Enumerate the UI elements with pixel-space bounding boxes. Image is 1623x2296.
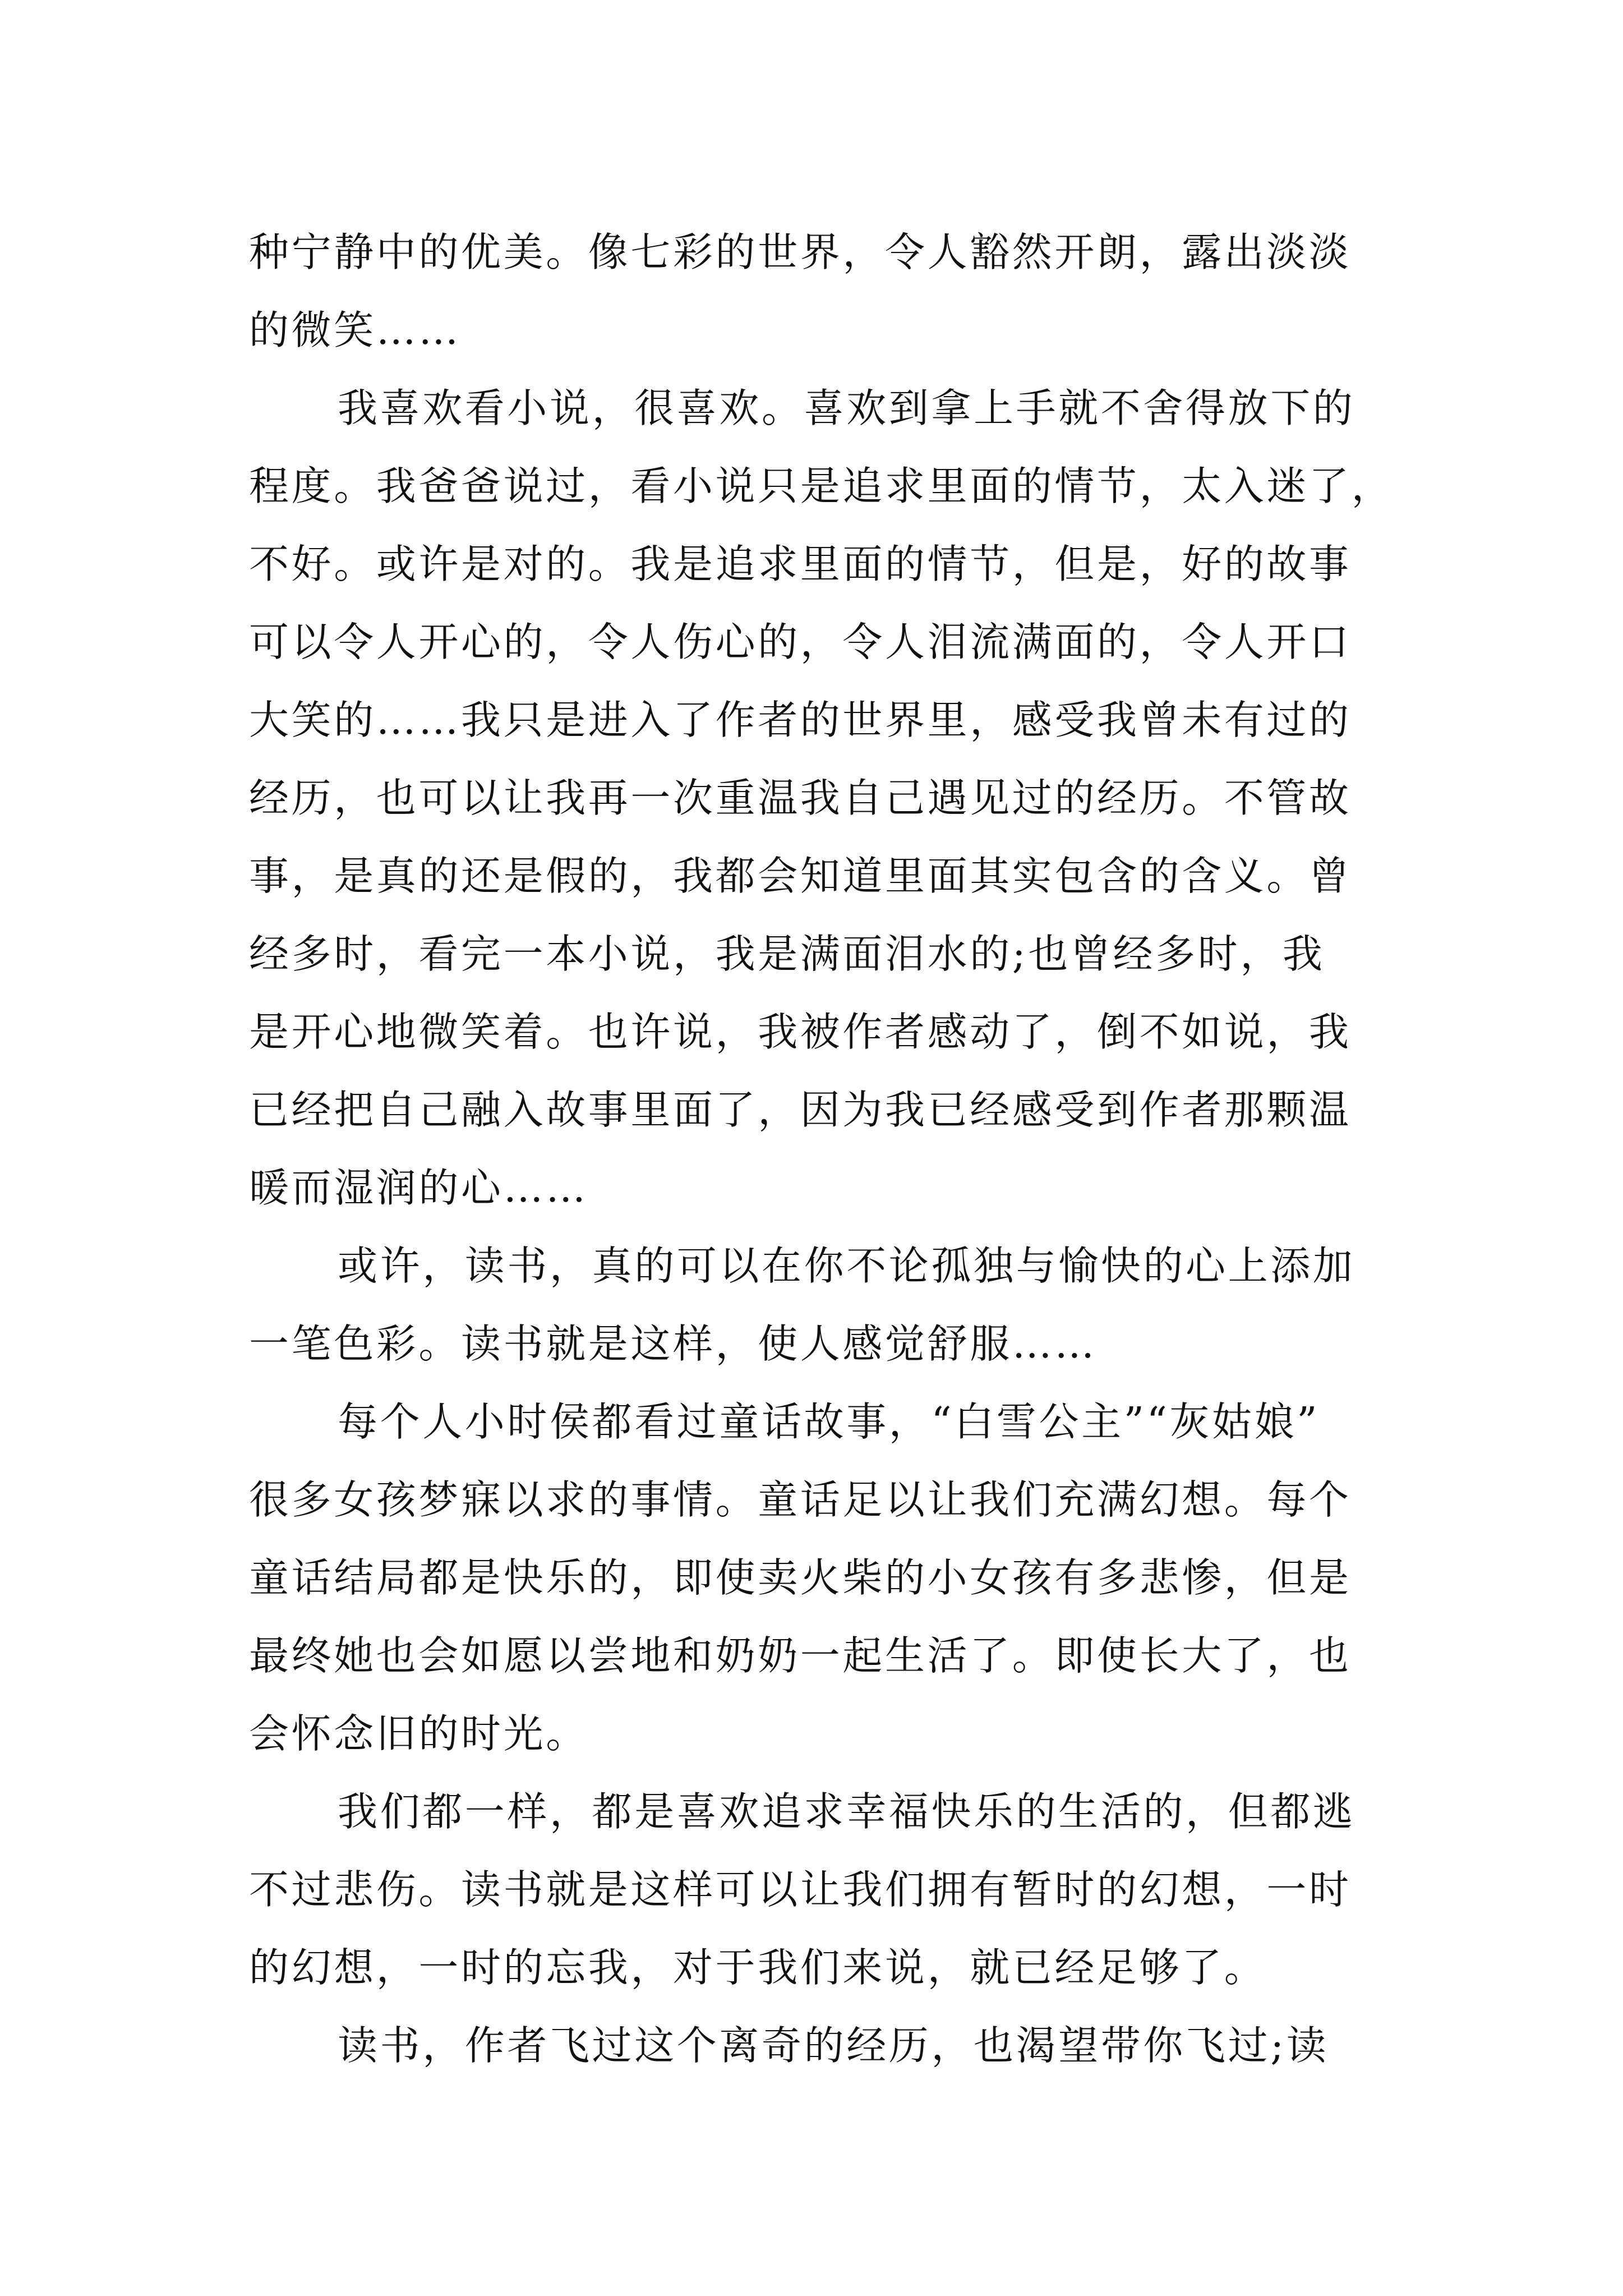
text-line: 是开心地微笑着。也许说，我被作者感动了，倒不如说，我 xyxy=(249,1009,1352,1055)
text-line: 的幻想，一时的忘我，对于我们来说，就已经足够了。 xyxy=(249,1944,1267,1991)
text-line: 大笑的……我只是进入了作者的世界里，感受我曾未有过的 xyxy=(249,697,1352,743)
text-line: 很多女孩梦寐以求的事情。童话足以让我们充满幻想。每个 xyxy=(249,1476,1352,1523)
text-line: 不好。或许是对的。我是追求里面的情节，但是，好的故事 xyxy=(249,541,1352,587)
text-line: 不过悲伤。读书就是这样可以让我们拥有暂时的幻想，一时 xyxy=(249,1866,1352,1913)
text-line: 童话结局都是快乐的，即使卖火柴的小女孩有多悲惨，但是 xyxy=(249,1554,1352,1601)
text-line: 经多时，看完一本小说，我是满面泪水的;也曾经多时，我 xyxy=(249,931,1325,977)
document-body xyxy=(249,213,1394,2085)
paragraph-first-line: 读书，作者飞过这个离奇的经历，也渴望带你飞过;读 xyxy=(338,2022,1329,2069)
text-line: 可以令人开心的，令人伤心的，令人泪流满面的，令人开口 xyxy=(249,619,1352,665)
text-line: 会怀念旧的时光。 xyxy=(249,1710,588,1757)
text-line: 种宁静中的优美。像七彩的世界，令人豁然开朗，露出淡淡 xyxy=(249,229,1352,275)
text-line: 程度。我爸爸说过，看小说只是追求里面的情节，太入迷了， xyxy=(249,463,1394,509)
text-line: 事，是真的还是假的，我都会知道里面其实包含的含义。曾 xyxy=(249,853,1352,899)
text-line: 经历，也可以让我再一次重温我自己遇见过的经历。不管故 xyxy=(249,775,1352,821)
paragraph-first-line: 我们都一样，都是喜欢追求幸福快乐的生活的，但都逃 xyxy=(338,1788,1355,1835)
paragraph-first-line: 我喜欢看小说，很喜欢。喜欢到拿上手就不舍得放下的 xyxy=(338,385,1355,431)
text-line: 最终她也会如愿以尝地和奶奶一起生活了。即使长大了，也 xyxy=(249,1632,1352,1679)
text-line: 暖而湿润的心…… xyxy=(249,1165,588,1211)
text-line: 一笔色彩。读书就是这样，使人感觉舒服…… xyxy=(249,1320,1098,1367)
paragraph-first-line: 或许，读书，真的可以在你不论孤独与愉快的心上添加 xyxy=(338,1243,1355,1289)
text-line: 已经把自己融入故事里面了，因为我已经感受到作者那颗温 xyxy=(249,1087,1352,1133)
paragraph-first-line: 每个人小时侯都看过童话故事，“白雪公主”“灰姑娘” xyxy=(338,1398,1320,1445)
text-line: 的微笑…… xyxy=(249,307,462,353)
